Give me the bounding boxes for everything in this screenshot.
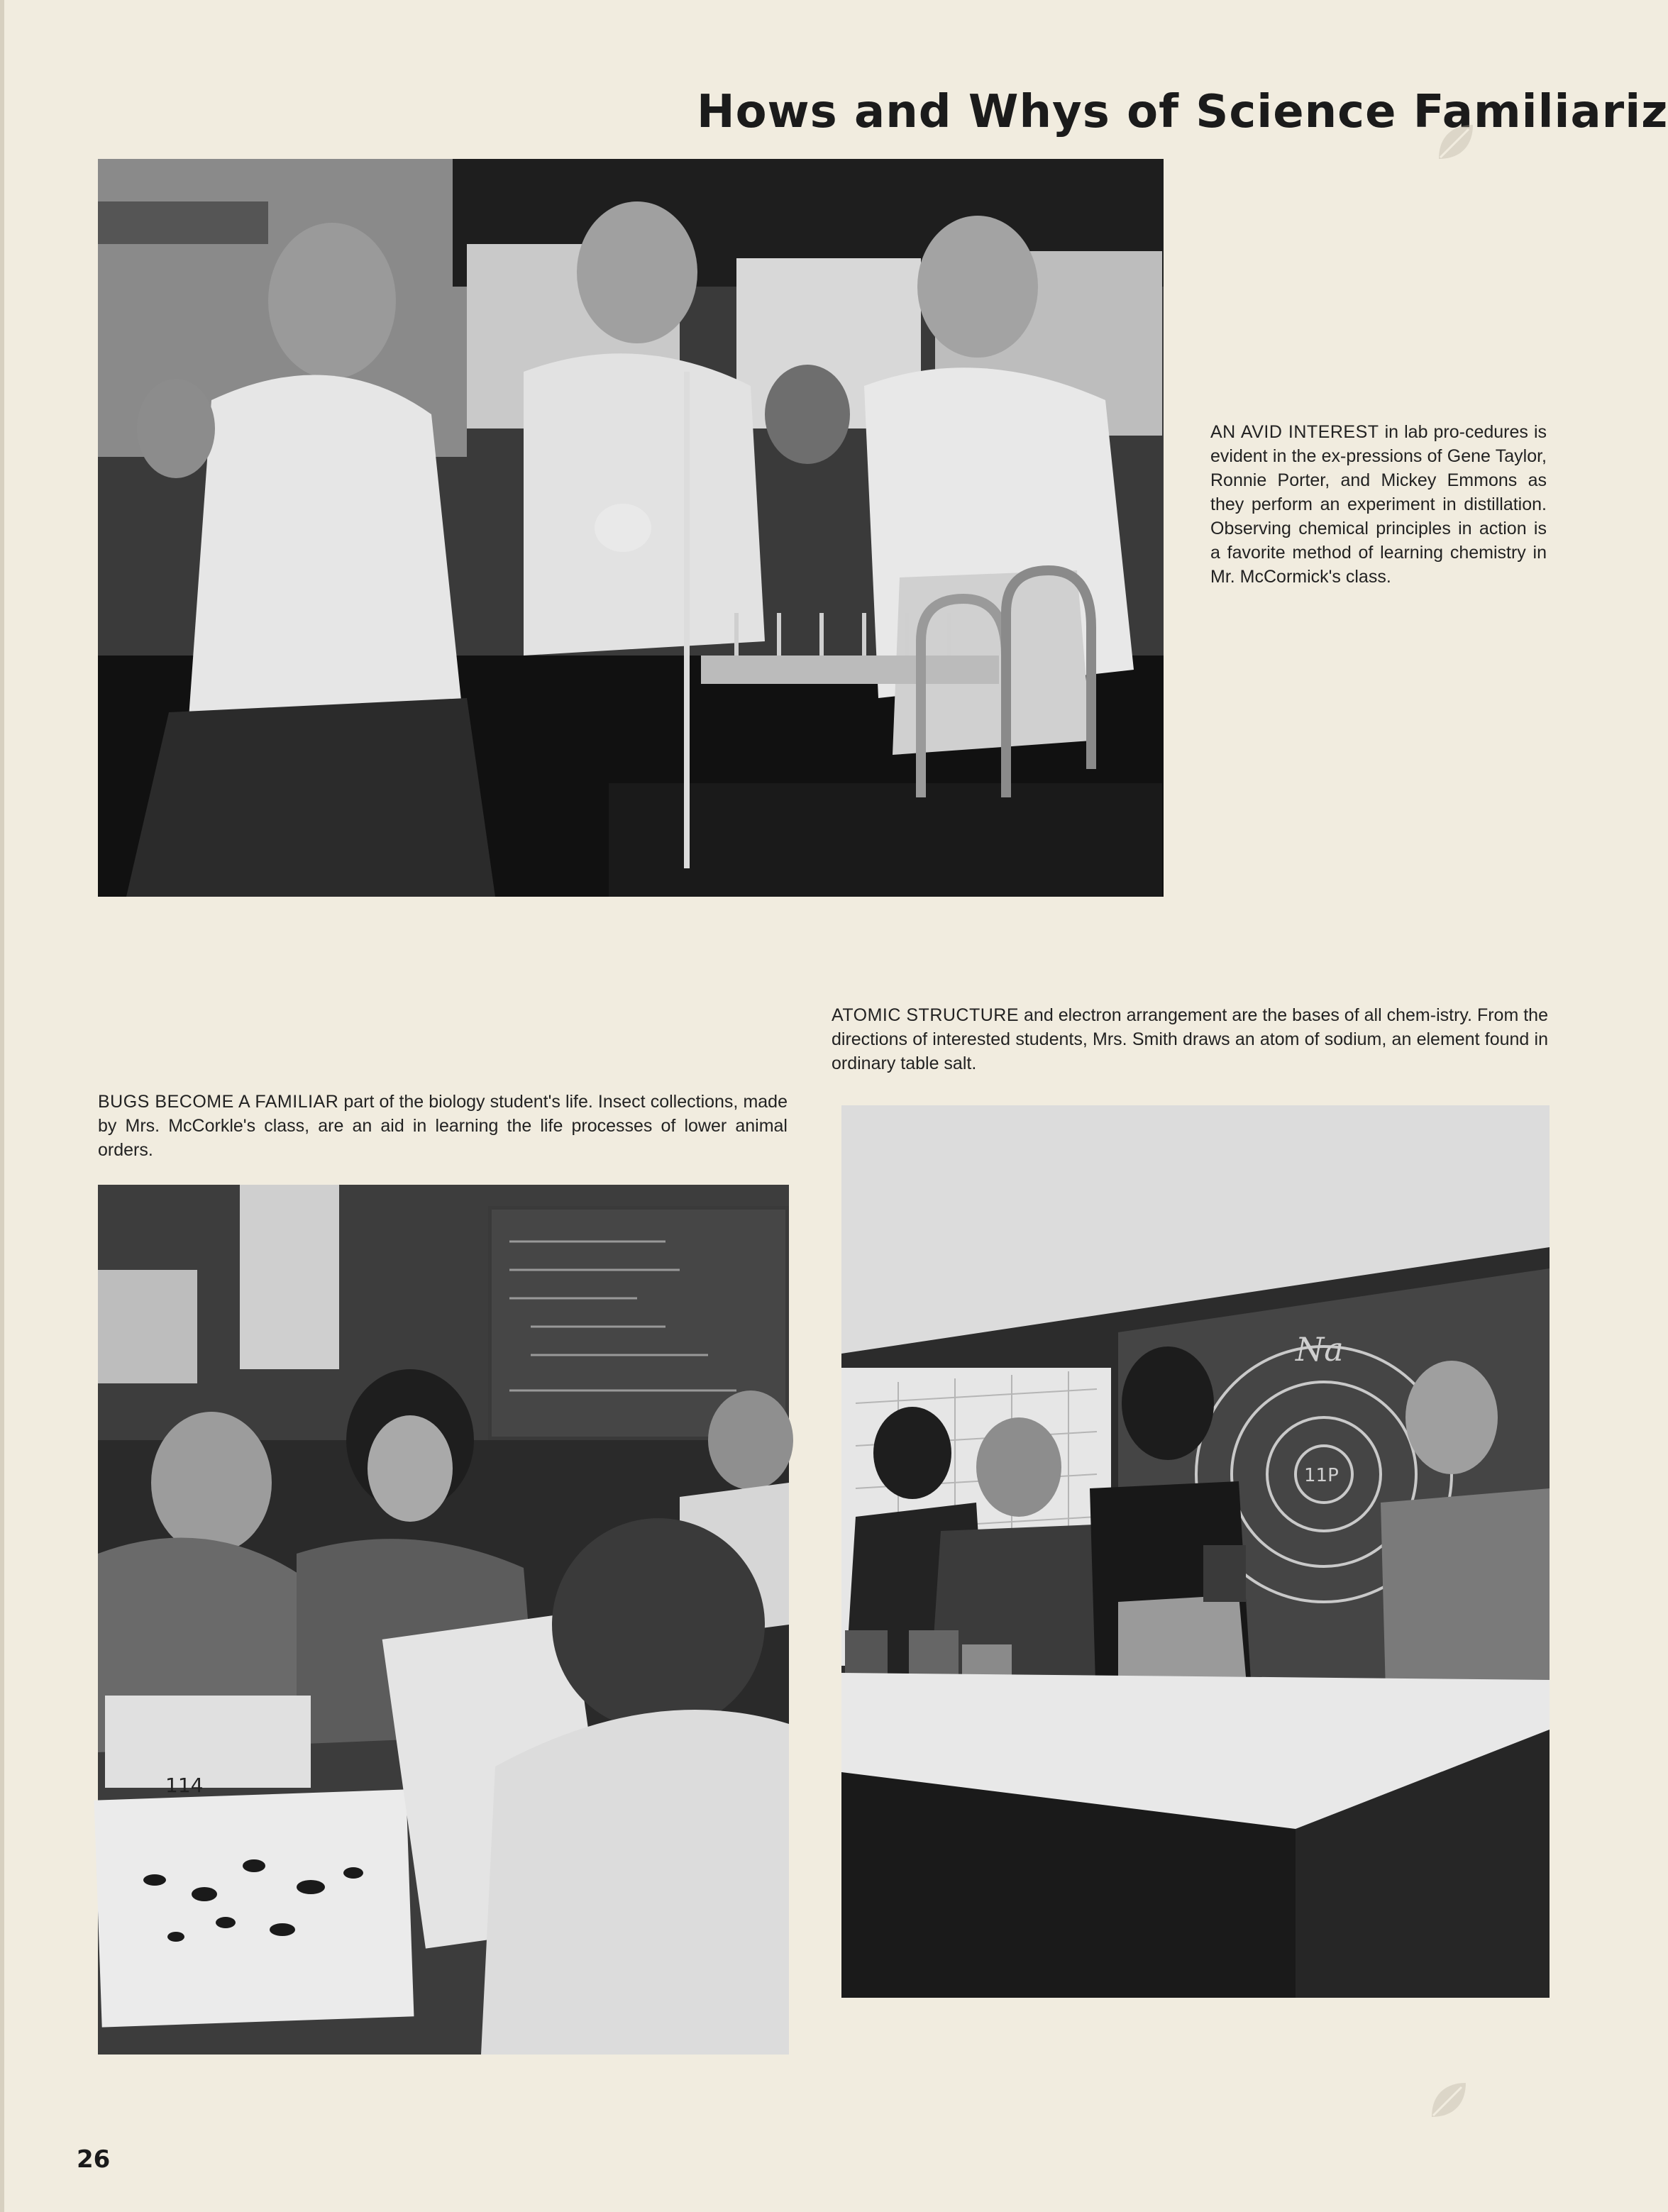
photo-lab-distillation bbox=[98, 159, 1164, 897]
caption-atomic-lead: ATOMIC STRUCTURE bbox=[832, 1005, 1020, 1025]
page-title: Hows and Whys of Science Familiariz bbox=[697, 85, 1668, 138]
leaf-watermark-icon bbox=[1426, 2079, 1470, 2123]
leaf-watermark-icon bbox=[1433, 121, 1477, 165]
nucleus-label: 11P bbox=[1304, 1465, 1339, 1486]
board-label: Na bbox=[1296, 1330, 1344, 1368]
caption-bugs-lead: BUGS BECOME A FAMILIAR bbox=[98, 1092, 339, 1112]
photo-biology-insects bbox=[98, 1185, 789, 2055]
caption-atomic-text: and electron arrangement are the bases of all chem-istry. From the directions of interested students, Mrs. Smith draws an atom of sodium, an element found in ordinary table salt. bbox=[832, 1005, 1548, 1073]
book-label: 114 bbox=[165, 1774, 204, 1797]
caption-bugs bbox=[98, 1090, 788, 1162]
caption-atomic bbox=[832, 1003, 1548, 1075]
caption-bugs-text: part of the biology student's life. Insect collections, made by Mrs. McCorkle's class, are an aid in learning the life processes of lower animal orders. bbox=[98, 1092, 788, 1160]
photo-atomic-structure bbox=[841, 1105, 1550, 1998]
page-number: 26 bbox=[77, 2145, 111, 2174]
caption-lab-text: in lab pro-cedures is evident in the ex-pressions of Gene Taylor, Ronnie Porter, and Mickey Emmons as they perform an experiment in distillation. Observing chemical principles in action is a favorite method of learning chemistry in Mr. McCormick's class. bbox=[1210, 422, 1547, 587]
caption-lab bbox=[1210, 420, 1547, 589]
caption-lab-lead: AN AVID INTEREST bbox=[1210, 422, 1379, 442]
